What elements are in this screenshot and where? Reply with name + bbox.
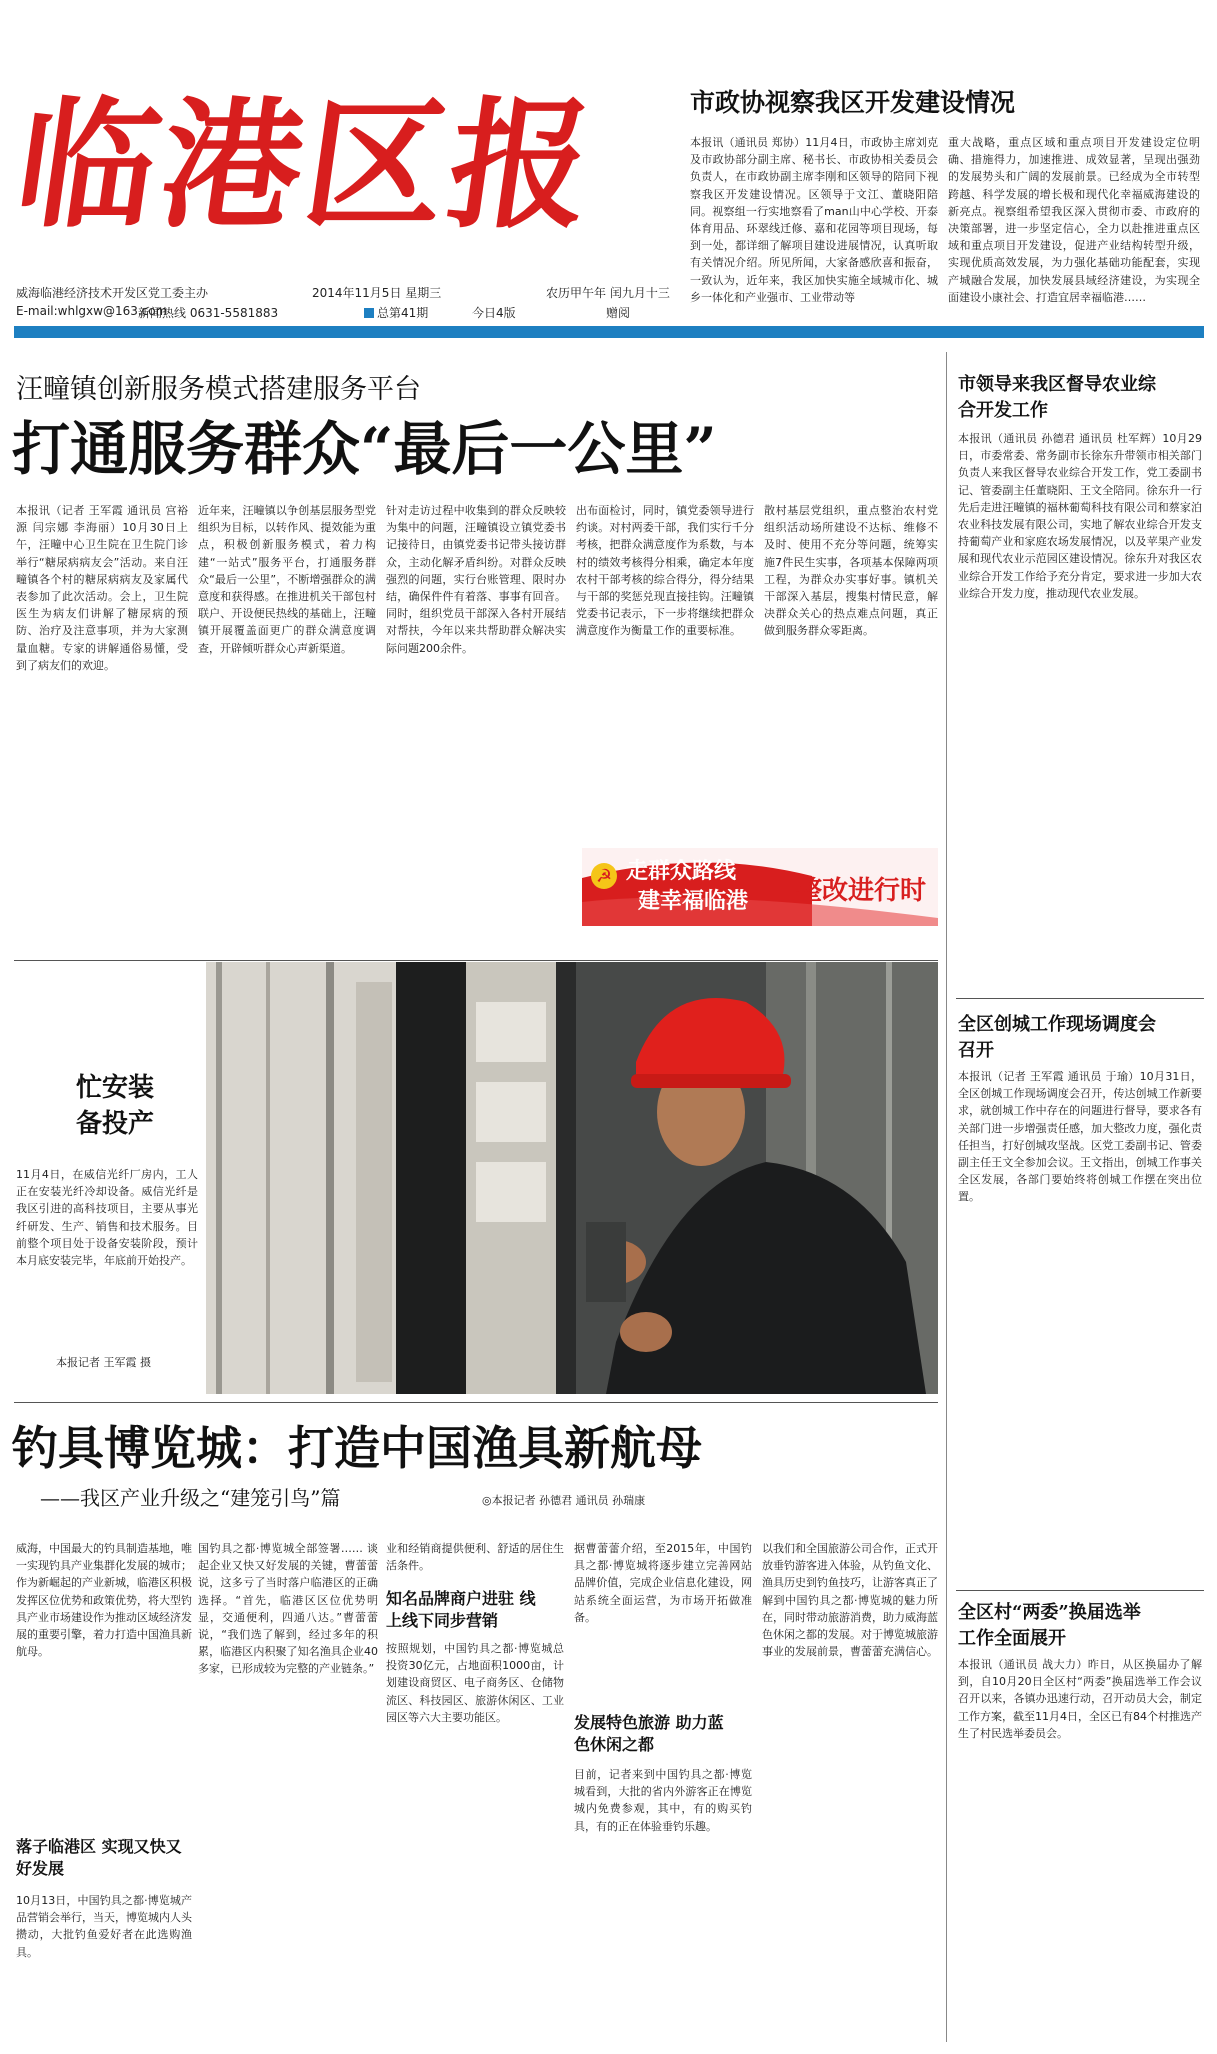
- feature-sub-1: 落子临港区 实现又快又好发展: [16, 1837, 182, 1878]
- feature-headline: 钓具博览城：打造中国渔具新航母: [12, 1421, 702, 1475]
- lunar-date: 农历甲午年 闰九月十三: [546, 286, 670, 300]
- sidebar-headline-1: 市领导来我区督导农业综合开发工作: [958, 374, 1156, 421]
- feature-col-4b: 目前，记者来到中国钓具之都·博览城看到，大批的省内外游客正在博览城内免费参观，其中，有的购买钓具，有的正在体验垂钓乐趣。: [574, 1768, 752, 1833]
- feature-top-rule: [14, 1402, 938, 1403]
- issue-square-icon: [364, 308, 374, 318]
- sidebar-rule-2: [956, 1590, 1204, 1591]
- lead-col-5: 散村基层党组织，重点整治农村党组织活动场所建设不达标、维修不及时、使用不充分等问题，统筹实施7件民生实事，各项基本保障两项工程，为群众办实事好事。镇机关干部深入基层，搜集村情民意，解决群众关心的热点难点问题，真正做到服务群众零距离。: [764, 504, 938, 638]
- hotline: 新闻热线 0631-5581883: [138, 306, 279, 320]
- feature-subhead: ——我区产业升级之“建笼引鸟”篇: [40, 1486, 341, 1510]
- lead-col-1: 本报讯（记者 王军霞 通讯员 宫裕源 闫宗娜 李海丽）10月30日上午，汪疃中心卫生院在卫生院门诊举行“糖尿病病友会”活动。来自汪疃镇各个村的糖尿病病友及家属代表参加了此次活动。会上，卫生院医生为病友们讲解了糖尿病的预防、治疗及注意事项，并为大家测量血糖。专家的讲解通俗易懂，受到了病友们的欢迎。: [16, 504, 188, 672]
- photo-illustration: [206, 962, 938, 1394]
- top-story-col-2: 重大战略，重点区域和重点项目开发建设定位明确、措施得力，加速推进、成效显著，呈现出强劲的发展势头和广阔的发展前景。已经成为全市转型跨越、科学发展的增长极和现代化幸福威海建设的新亮点。视察组希望我区深入贯彻市委、市政府的决策部署，进一步坚定信心，全力以赴推进重点区域和重点项目开发建设，促进产业结构转型升级，实现优质高效发展，为力强化基础功能配套，实现产城融合发展，加快发展县域经济建设，为实现全面建设小康社会、打造宜居幸福临港……: [948, 136, 1200, 304]
- sidebar-text-2: 本报讯（记者 王军霞 通讯员 于瑜）10月31日，全区创城工作现场调度会召开，传达创城工作新要求，就创城工作中存在的问题进行督导，要求各有关部门进一步增强责任感，加大整改力度，强化责任担当，打好创城攻坚战。区党工委副书记、管委副主任王文全参加会议。王文指出，创城工作事关全区发展，各部门要始终将创城工作摆在突出位置。: [958, 1070, 1202, 1204]
- campaign-banner: [582, 848, 938, 926]
- photo-top-rule: [14, 960, 938, 961]
- lead-col-2: 近年来，汪疃镇以争创基层服务型党组织为目标，以转作风、提效能为重点，积极创新服务模式，着力构建“一站式”服务平台，打通服务群众“最后一公里”，不断增强群众的满意度和获得感。在推进机关干部包村联户、开设便民热线的基础上，汪疃镇开展覆盖面更广的群众满意度调查，开辟倾听群众心声新渠道。: [198, 504, 376, 655]
- sidebar-text-1: 本报讯（通讯员 孙德君 通讯员 杜军辉）10月29日，市委常委、常务副市长徐东升带领市相关部门负责人来我区督导农业综合开发工作，党工委副书记、管委副主任董晓阳、王文全陪同。徐东升一行先后走进汪疃镇的福林葡萄科技有限公司和蔡家泊农业科技发展有限公司，实地了解农业综合开发支持葡萄产业和家庭农场发展情况，以及苹果产业发展和现代农业示范园区建设情况。徐东升对我区农业综合开发工作给予充分肯定，要求进一步加大农业综合开发力度，推动现代农业发展。: [958, 432, 1202, 600]
- feature-col-4: 据曹蕾蕾介绍，至2015年，中国钓具之都·博览城将逐步建立完善网站品牌价值，完成企业信息化建设，网站系统全面运营，为市场开拓做准备。: [574, 1542, 752, 1624]
- banner-right: 整改进行时: [796, 876, 927, 906]
- top-story-headline: 市政协视察我区开发建设情况: [690, 88, 1016, 117]
- feature-col-3b: 按照规划，中国钓具之都·博览城总投资30亿元，占地面积1000亩，计划建设商贸区、电子商务区、仓储物流区、科技园区、旅游休闲区、工业园区等六大主要功能区。: [386, 1642, 564, 1724]
- page-count: 今日4版: [472, 306, 516, 320]
- lead-col-3: 针对走访过程中收集到的群众反映较为集中的问题，汪疃镇设立镇党委书记接待日，由镇党委书记带头接访群众，主动化解矛盾纠纷。对群众反映强烈的问题，实行台账管理、限时办结，确保件件有着落、事事有回音。同时，组织党员干部深入各村开展结对帮扶，今年以来共帮助群众解决实际问题200余件。: [386, 504, 566, 655]
- lead-col-4: 出布面检讨，同时，镇党委领导进行约谈。对村两委干部，我们实行千分考核，把群众满意度作为系数，与本村的绩效考核得分相乘，确定本年度农村干部考核的综合得分，得分结果与干部的奖惩兑现直接挂钩。汪疃镇党委书记表示，下一步将继续把群众满意度作为衡量工作的重要标准。: [576, 504, 754, 638]
- masthead-rule: [14, 326, 1204, 338]
- feature-sub-3: 知名品牌商户进驻 线上线下同步营销: [386, 1589, 536, 1630]
- email: E-mail:whlgxw@163.com: [16, 304, 168, 318]
- feature-col-1: 威海，中国最大的钓具制造基地，唯一实现钓具产业集群化发展的城市；作为新崛起的产业新城，临港区积极发挥区位优势和政策优势，将大型钓具产业市场建设作为推动区域经济发展的重要引擎，着力打造中国渔具新航母。: [16, 1542, 192, 1659]
- masthead-title: 临港区报: [6, 84, 606, 248]
- sidebar-text-3: 本报讯（通讯员 战大力）昨日，从区换届办了解到，自10月20日全区村“两委”换届选举工作会议召开以来，各镇办迅速行动，召开动员大会，制定工作方案，截至11月4日，全区已有84个村推选产生了村民选举委员会。: [958, 1658, 1202, 1740]
- feature-byline: ◎本报记者 孙德君 通讯员 孙瑞康: [482, 1494, 646, 1507]
- factory-worker-photo: [206, 962, 938, 1394]
- sidebar-divider: [946, 352, 947, 2042]
- distribution: 赠阅: [606, 306, 631, 320]
- photo-title: 忙安装 备投产: [76, 1073, 155, 1139]
- feature-col-2: 国钓具之都·博览城全部签署…… 谈起企业又快又好发展的关键，曹蕾蕾说，这多亏了当时落户临港区的正确选择。“首先，临港区区位优势明显，交通便利，四通八达。”曹蕾蕾说，“我们选了解到，经过多年的积累，临港区内积聚了知名渔具企业40多家，已形成较为完整的产业链条。”: [198, 1542, 378, 1676]
- issue-date: 2014年11月5日 星期三: [312, 286, 442, 300]
- photo-credit: 本报记者 王军霞 摄: [56, 1356, 151, 1369]
- masthead-logo: [6, 76, 638, 266]
- top-story-col-1: 本报讯（通讯员 郑协）11月4日，市政协主席刘克及市政协部分副主席、秘书长、市政协相关委员会负责人，在市政协副主席李刚和区领导的陪同下视察我区开发建设情况。区领导于文江、董晓阳陪同。视察组一行实地察看了man山中心学校、开泰体育用品、环翠线迁修、嘉和花园等项目现场，每到一处，都详细了解项目建设进展情况，认真听取有关情况介绍。所见所闻，大家备感欣喜和振奋，一致认为，近年来，我区加快实施全域城市化、城乡一体化和产业强市、工业带动等: [690, 136, 938, 304]
- photo-caption: 11月4日，在威信光纤厂房内，工人正在安装光纤冷却设备。威信光纤是我区引进的高科技项目，主要从事光纤研发、生产、销售和技术服务。目前整个项目处于设备安装阶段，预计本月底安装完毕，年底前开始投产。: [16, 1168, 198, 1268]
- photo-caption-block: [16, 1070, 202, 1370]
- feature-sub-4: 发展特色旅游 助力蓝色休闲之都: [574, 1713, 724, 1754]
- publisher: 威海临港经济技术开发区党工委主办: [16, 286, 209, 300]
- sidebar-headline-3: 全区村“两委”换届选举工作全面展开: [958, 1602, 1141, 1649]
- lead-kicker: 汪疃镇创新服务模式搭建服务平台: [16, 374, 421, 405]
- feature-col-3: 业和经销商提供便利、舒适的居住生活条件。: [386, 1542, 564, 1573]
- feature-col-5: 以我们和全国旅游公司合作，正式开放垂钓游客进入体验，从钓鱼文化、渔具历史到钓鱼技巧，让游客真正了解到中国钓具之都·博览城的魅力所在，同时带动旅游消费，助力威海蓝色休闲之都的发展。对于博览城旅游事业的发展前景，曹蕾蕾充满信心。: [762, 1542, 938, 1659]
- party-emblem-icon: ☭: [596, 866, 613, 887]
- banner-line-1: 走群众路线: [626, 859, 737, 884]
- issue-number: 总第41期: [364, 304, 428, 321]
- sidebar-rule-1: [956, 998, 1204, 999]
- feature-col-1b: 10月13日，中国钓具之都·博览城产品营销会举行，当天，博览城内人头攒动，大批钓鱼爱好者在此选购渔具。: [16, 1894, 192, 1959]
- banner-line-2: 建幸福临港: [638, 889, 749, 914]
- sidebar-headline-2: 全区创城工作现场调度会召开: [958, 1014, 1156, 1061]
- lead-headline: 打通服务群众“最后一公里”: [12, 415, 717, 483]
